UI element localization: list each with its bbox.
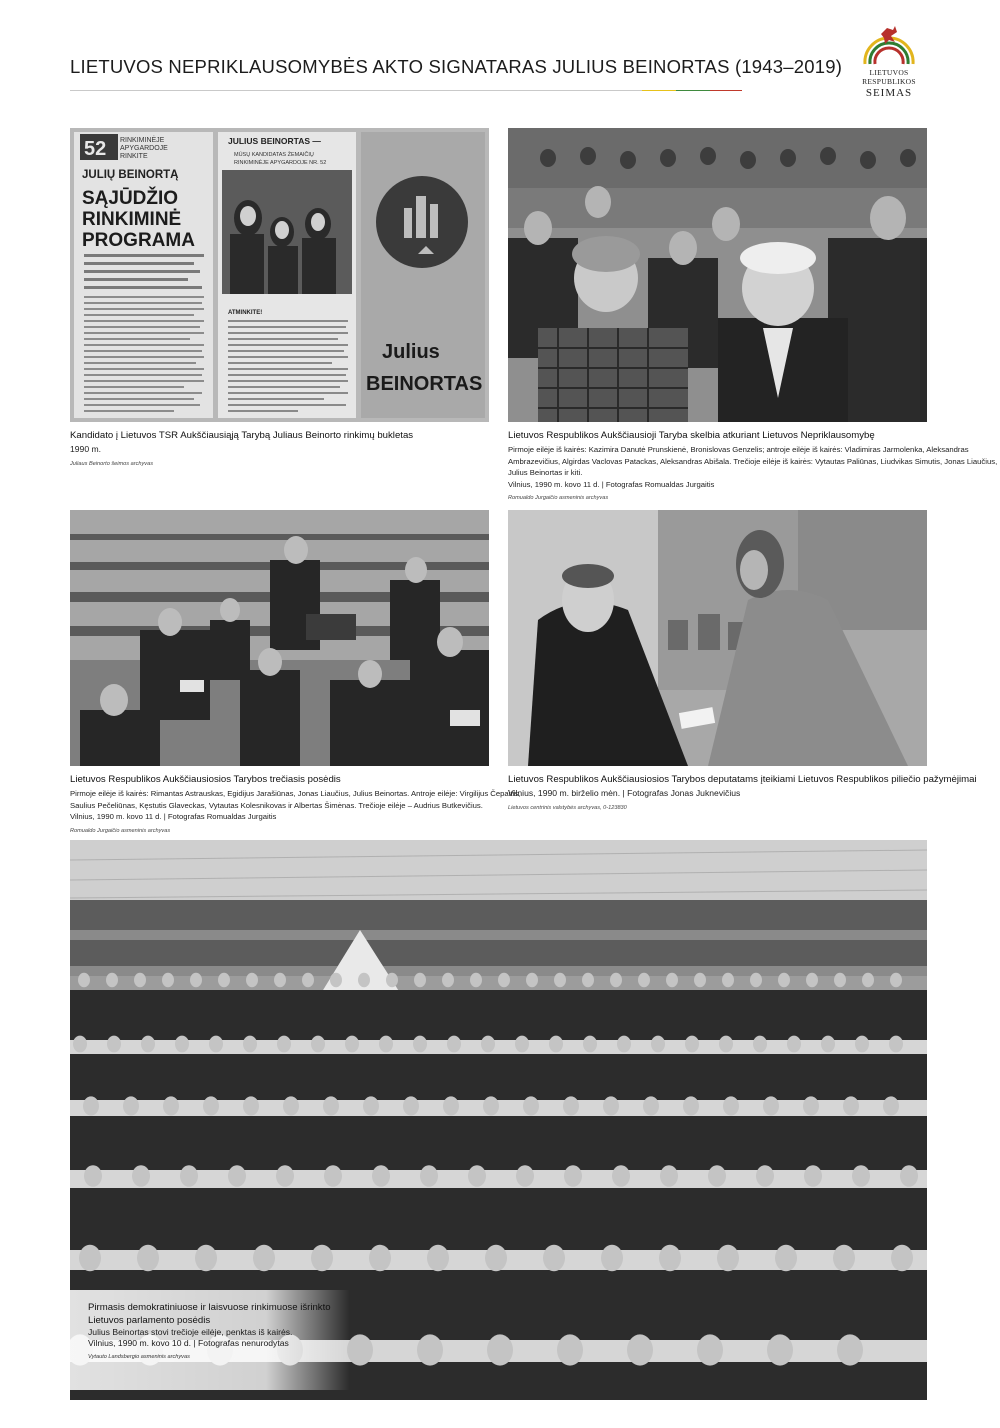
svg-text:RINKIMINĖ: RINKIMINĖ	[82, 209, 182, 230]
svg-text:RINKITE: RINKITE	[120, 153, 148, 160]
rule-green	[676, 90, 710, 91]
caption-line: Pirmoje eilėje iš kairės: Rimantas Astrauskas, Egidijus Jarašiūnas, Jonas Liaučius, Julius Beinortas. Antroje eilėje: Virgilijus Čepaitis,	[70, 789, 521, 798]
caption-line: Ambrazevičius, Algirdas Vaclovas Patackas, Aleksandras Abišala. Trečioje eilėje iš kairės: Vytautas Paliūnas, Liudvikas Simutis, Jonas Liaučius,	[508, 456, 998, 466]
caption-third-session	[70, 773, 521, 836]
caption-line: Pirmoje eilėje iš kairės: Kazimira Danutė Prunskienė, Bronislovas Genzelis; antroje eilėje iš kairės: Vladimiras Jarmolenka, Aleksandras	[508, 445, 969, 454]
logo-line1: LIETUVOS RESPUBLIKOS	[862, 68, 916, 86]
svg-text:Julius: Julius	[382, 341, 440, 363]
caption-title: Lietuvos Respublikos Aukščiausiosios Tarybos trečiasis posėdis	[70, 774, 341, 785]
title-underline	[70, 90, 742, 91]
booklet-number: 52	[84, 138, 107, 160]
svg-text:PROGRAMA: PROGRAMA	[82, 230, 195, 251]
svg-text:SĄJŪDŽIO: SĄJŪDŽIO	[82, 188, 179, 209]
photo-citizen-certificates	[508, 510, 927, 766]
photo-council-standing	[508, 128, 927, 422]
seimas-logo	[846, 24, 932, 99]
logo-line2: SEIMAS	[865, 87, 913, 99]
photo-third-session	[70, 510, 489, 766]
caption-title: Lietuvos Respublikos Aukščiausioji Taryba skelbia atkuriant Lietuvos Nepriklausomybę	[508, 430, 875, 441]
caption-council-standing	[508, 429, 998, 503]
caption-line: Julius Beinortas ir kiti.	[508, 468, 583, 477]
caption-source: Romualdo Jurgaičio asmeninis archyvas	[70, 827, 171, 834]
svg-text:APYGARDOJE: APYGARDOJE	[120, 145, 168, 152]
svg-text:BEINORTAS: BEINORTAS	[366, 373, 483, 395]
rule-gray	[70, 90, 642, 91]
rule-red	[710, 90, 742, 91]
caption-parliament-hall	[70, 1290, 350, 1390]
caption-title: Lietuvos parlamento posėdis	[88, 1314, 211, 1326]
caption-line: Vilnius, 1990 m. kovo 10 d. | Fotografas nenurodytas	[88, 1338, 289, 1348]
seimas-emblem-icon	[859, 24, 919, 66]
caption-line: Saulius Pečeliūnas, Kęstutis Glaveckas, Vytautas Kolesnikovas ir Albertas Šimėnas. Trečioje eilėje – Audrius Butkevičius.	[70, 800, 483, 810]
caption-line: Vilnius, 1990 m. kovo 11 d. | Fotografas Romualdas Jurgaitis	[508, 479, 715, 489]
caption-title: Lietuvos Respublikos Aukščiausiosios Tarybos deputatams įteikiami Lietuvos Respublikos piliečio pažymėjimai	[508, 774, 977, 785]
caption-title: Kandidato į Lietuvos TSR Aukščiausiąją Tarybą Juliaus Beinorto rinkimų bukletas	[70, 430, 414, 441]
svg-text:RINKIMINĖJE APYGARDOJE NR. 52: RINKIMINĖJE APYGARDOJE NR. 52	[234, 160, 327, 166]
caption-booklet	[70, 429, 489, 469]
svg-text:MŪSŲ KANDIDATAS ŽEMAIČIŲ: MŪSŲ KANDIDATAS ŽEMAIČIŲ	[234, 152, 314, 158]
caption-source: Lietuvos centrinis valstybės archyvas, 0-123830	[508, 804, 627, 811]
caption-line: Vilnius, 1990 m. birželio mėn. | Fotografas Jonas Juknevičius	[508, 788, 741, 798]
caption-line: Julius Beinortas stovi trečioje eilėje, penktas iš kairės.	[88, 1327, 293, 1337]
svg-text:ATMINKITE!: ATMINKITE!	[228, 310, 263, 316]
caption-certificates	[508, 773, 977, 813]
rule-yellow	[642, 90, 676, 91]
caption-line: 1990 m.	[70, 444, 102, 454]
caption-source: Romualdo Jurgaičio asmeninis archyvas	[508, 495, 609, 501]
caption-source: Juliaus Beinorto šeimos archyvas	[70, 460, 154, 467]
svg-text:RINKIMINĖJE: RINKIMINĖJE	[120, 137, 165, 144]
photo-campaign-booklet	[70, 128, 489, 422]
svg-text:JULIUS BEINORTAS —: JULIUS BEINORTAS —	[228, 136, 321, 146]
caption-line: Vilnius, 1990 m. kovo 11 d. | Fotografas Romualdas Jurgaitis	[70, 812, 277, 821]
caption-title: Pirmasis demokratiniuose ir laisvuose rinkimuose išrinkto	[88, 1302, 331, 1313]
svg-text:JULIŲ BEINORTĄ: JULIŲ BEINORTĄ	[82, 169, 179, 181]
page-title: LIETUVOS NEPRIKLAUSOMYBĖS AKTO SIGNATARAS JULIUS BEINORTAS (1943–2019)	[70, 56, 843, 77]
caption-source: Vytauto Landsbergio asmeninis archyvas	[88, 1354, 190, 1360]
